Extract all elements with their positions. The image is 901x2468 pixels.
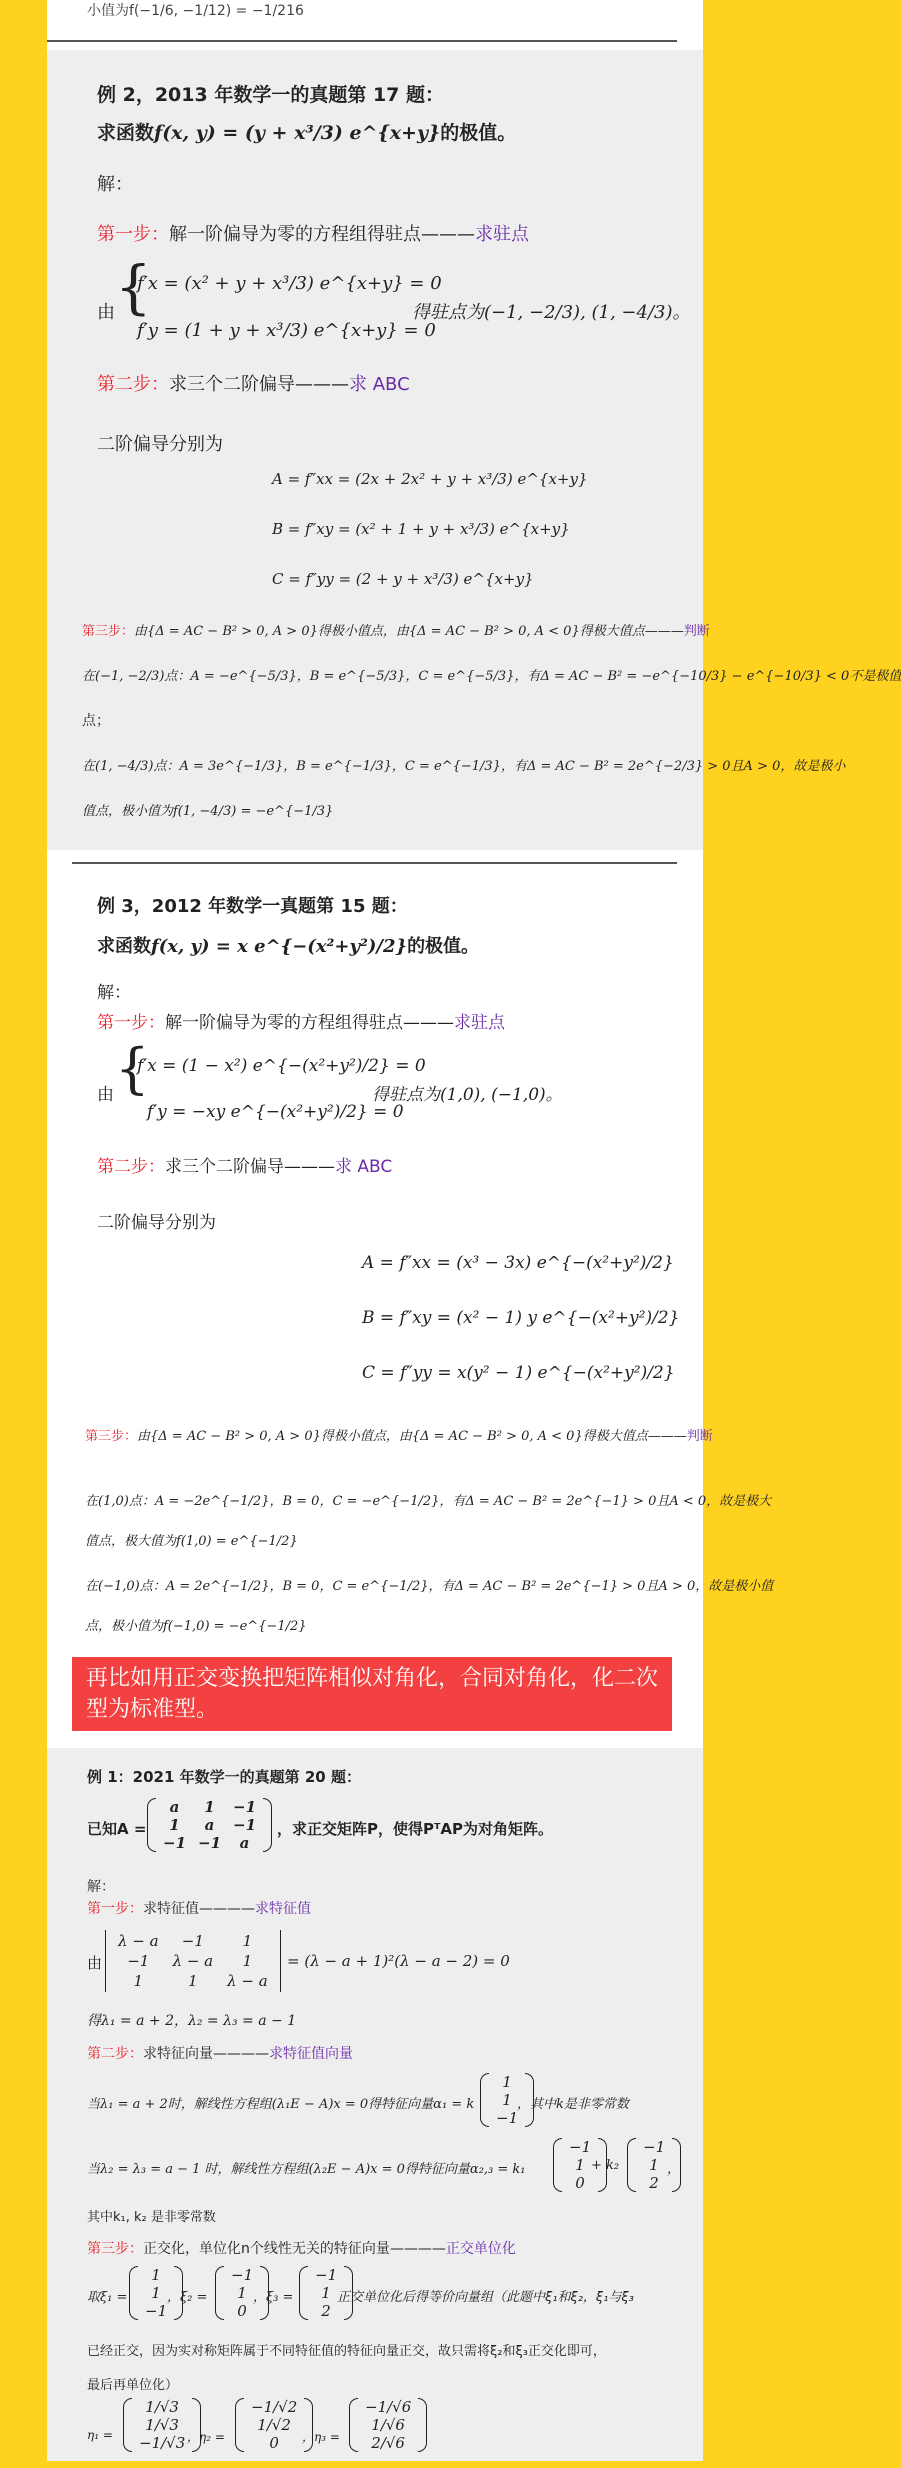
vector-row — [133, 2416, 191, 2434]
vector-cell: 1 — [237, 2284, 247, 2302]
vector-row — [563, 2138, 597, 2156]
step-1-text: 解一阶偏导为零的方程组得驻点——— — [169, 224, 475, 245]
vector-cell: 0 — [237, 2302, 247, 2320]
eigenvalues: 得λ₁ = a + 2，λ₂ = λ₃ = a − 1 — [87, 2013, 297, 2029]
matrix-A-cell: a — [239, 1834, 250, 1852]
vector-cell: −1/√2 — [251, 2398, 298, 2416]
question-prefix: 求函数 — [97, 936, 151, 957]
step-3-tag: 判断 — [683, 624, 710, 639]
step-2 — [97, 1152, 392, 1177]
vector-cell: 2 — [649, 2174, 659, 2192]
article-page — [47, 0, 901, 2461]
step-1 — [97, 1008, 505, 1033]
equation-1: f′x = (1 − x²) e^{−(x²+y²)/2} = 0 — [137, 1056, 426, 1076]
vec2-text: 当λ₂ = λ₃ = a − 1 时，解线性方程组(λ₂E − A)x = 0得特征向量α₂,₃ = k₁ — [87, 2162, 526, 2177]
point-2-line-1: 在(−1,0)点：A = 2e^{−1/2}，B = 0，C = e^{−1/2}，有Δ = AC − B² = 2e^{−1} > 0且A > 0，故是极小值 — [85, 1579, 774, 1594]
highlight-banner: 再比如用正交变换把矩阵相似对角化，合同对角化，化二次型为标准型。 — [72, 1657, 672, 1731]
given-prefix: 已知A = — [87, 1820, 147, 1838]
vector-cell: −1 — [145, 2302, 168, 2320]
step-2 — [87, 2043, 353, 2063]
vector-cell: 1/√3 — [145, 2398, 179, 2416]
vector-cell: −1/√6 — [365, 2398, 412, 2416]
determinant-cell: λ − a — [118, 1932, 159, 1950]
example-2-question — [97, 118, 516, 145]
given-suffix: ，求正交矩阵P，使得PᵀAP为对角矩阵。 — [277, 1820, 554, 1838]
vector-cell: −1/√3 — [139, 2434, 186, 2452]
top-result-line: 小值为f(−1/6, −1/12) = −1/216 — [87, 3, 304, 19]
determinant-row — [112, 1972, 274, 1990]
vector-row — [637, 2174, 671, 2192]
example-1-title: 例 1：2021 年数学一的真题第 20 题： — [87, 1768, 361, 1786]
vector-row — [563, 2174, 597, 2192]
step-2-label: 第二步： — [97, 374, 169, 395]
step-3-tag: 正交单位化 — [445, 2241, 516, 2257]
eta1-prefix: η₁ = — [87, 2428, 113, 2442]
point-1-line-2: 点； — [82, 713, 110, 729]
xi-suffix: 正交单位化后得等价向量组（此题中ξ₁和ξ₂，ξ₁与ξ₃ — [337, 2290, 634, 2305]
point-2-line-1: 在(1, −4/3)点：A = 3e^{−1/3}，B = e^{−1/3}，C = e^{−1/3}，有Δ = AC − B² = 2e^{−2/3} > 0且A > 0，故是极小 — [82, 759, 846, 774]
det-result: = (λ − a + 1)²(λ − a − 2) = 0 — [287, 1952, 510, 1970]
B-formula: B = f″xy = (x² + 1 + y + x³/3) e^{x+y} — [272, 520, 570, 538]
point-1-line-1: 在(−1, −2/3)点：A = −e^{−5/3}，B = e^{−5/3}，C = e^{−5/3}，有Δ = AC − B² = −e^{−10/3} − e^{−10/3} < 0不是极值 — [82, 669, 901, 684]
determinant-cell: λ − a — [227, 1972, 268, 1990]
step-2-label: 第二步： — [87, 2046, 143, 2062]
step-1 — [87, 1898, 311, 1918]
divider — [72, 862, 677, 864]
step-3-text: 由{Δ = AC − B² > 0, A > 0}得极小值点，由{Δ = AC − B² > 0, A < 0}得极大值点——— — [137, 1429, 687, 1444]
example-1-section — [47, 1748, 703, 2461]
second-partials-intro: 二阶偏导分别为 — [97, 434, 223, 455]
step-2 — [97, 370, 410, 396]
step-1-label: 第一步： — [97, 1013, 165, 1033]
matrix-A-cell: 1 — [204, 1798, 215, 1816]
vec2-note: 其中k₁, k₂ 是非零常数 — [87, 2210, 216, 2225]
step-1-label: 第一步： — [87, 1901, 143, 1917]
xi1-prefix: 取ξ₁ = — [87, 2290, 128, 2305]
solution-label: 解： — [97, 983, 131, 1003]
question-function: f(x, y) = (y + x³/3) e^{x+y} — [154, 122, 441, 144]
stationary-points: 得驻点为(−1, −2/3), (1, −4/3)。 — [412, 302, 691, 323]
vector-cell: 1/√6 — [371, 2416, 405, 2434]
paragraph-3: 最后再单位化） — [87, 2378, 179, 2393]
vector-cell: 1/√2 — [257, 2416, 291, 2434]
step-3-tag: 判断 — [686, 1429, 713, 1444]
xi3-prefix: ，ξ₃ = — [253, 2290, 294, 2305]
paragraph-2: 已经正交，因为实对称矩阵属于不同特征值的特征向量正交，故只需将ξ₂和ξ₃正交化即可， — [87, 2344, 606, 2359]
question-prefix: 求函数 — [97, 122, 155, 144]
equation-1: f′x = (x² + y + x³/3) e^{x+y} = 0 — [137, 273, 442, 294]
step-1-text: 解一阶偏导为零的方程组得驻点——— — [165, 1013, 454, 1033]
example-3-section — [47, 870, 774, 1650]
determinant-cell: −1 — [181, 1932, 204, 1950]
matrix-A-row — [157, 1798, 262, 1816]
vector-row — [133, 2398, 191, 2416]
vector-row — [245, 2398, 303, 2416]
step-1-tag: 求特征值 — [255, 1901, 311, 1917]
divider — [47, 40, 677, 42]
matrix-A-cell: 1 — [169, 1816, 180, 1834]
step-2-tag: 求 ABC — [335, 1157, 393, 1177]
vector-row — [245, 2434, 303, 2452]
stationary-points: 得驻点为(1,0), (−1,0)。 — [372, 1085, 563, 1105]
matrix-A-cell: −1 — [163, 1834, 187, 1852]
step-3 — [87, 2238, 516, 2258]
step-2-tag: 求 ABC — [349, 374, 410, 395]
step-3 — [82, 620, 710, 639]
step-2-label: 第二步： — [97, 1157, 165, 1177]
step-1 — [97, 220, 529, 246]
vector-row — [637, 2138, 671, 2156]
vector-row — [490, 2073, 524, 2091]
example-2-section — [47, 50, 901, 850]
step-2-tag: 求特征值向量 — [269, 2046, 353, 2062]
point-2-line-2: 点，极小值为f(−1,0) = −e^{−1/2} — [85, 1619, 307, 1634]
vector-cell: −1 — [315, 2266, 338, 2284]
vector-row — [139, 2266, 173, 2284]
xi2-prefix: ，ξ₂ = — [167, 2290, 208, 2305]
matrix-A-cell: a — [169, 1798, 180, 1816]
vector-row — [309, 2266, 343, 2284]
step-2-text: 求特征向量———— — [143, 2046, 269, 2062]
solution-label: 解： — [87, 1879, 115, 1895]
step-3-label: 第三步： — [82, 624, 135, 639]
C-formula: C = f″yy = x(y² − 1) e^{−(x²+y²)/2} — [362, 1363, 675, 1383]
example-3-title: 例 3，2012 年数学一真题第 15 题： — [97, 896, 408, 917]
vector-cell: 1 — [151, 2284, 161, 2302]
step-3-label: 第三步： — [87, 2241, 143, 2257]
C-formula: C = f″yy = (2 + y + x³/3) e^{x+y} — [272, 570, 534, 588]
determinant-cell: 1 — [133, 1972, 144, 1990]
equation-2: f′y = −xy e^{−(x²+y²)/2} = 0 — [147, 1102, 404, 1122]
vector-row — [359, 2434, 417, 2452]
vector-cell: 2/√6 — [371, 2434, 405, 2452]
vec2-suffix: ， — [667, 2162, 681, 2177]
step-3-text: 由{Δ = AC − B² > 0, A > 0}得极小值点，由{Δ = AC − B² > 0, A < 0}得极大值点——— — [134, 624, 684, 639]
vector-cell: 1/√3 — [145, 2416, 179, 2434]
vector-row — [359, 2398, 417, 2416]
det-prefix: 由 — [87, 1954, 103, 1972]
point-2-line-2: 值点，极小值为f(1, −4/3) = −e^{−1/3} — [82, 804, 334, 819]
point-1-line-1: 在(1,0)点：A = −2e^{−1/2}，B = 0，C = −e^{−1/2}，有Δ = AC − B² = 2e^{−1} > 0且A < 0，故是极大 — [85, 1494, 772, 1509]
brace: { — [115, 1037, 150, 1100]
eta3-prefix: ，η₃ = — [302, 2430, 340, 2444]
step-3-label: 第三步： — [85, 1429, 138, 1444]
determinant-cell: 1 — [242, 1952, 253, 1970]
determinant-row — [112, 1952, 274, 1970]
example-2-title: 例 2，2013 年数学一的真题第 17 题： — [97, 84, 445, 106]
vector-cell: 1 — [502, 2091, 512, 2109]
matrix-A-row — [157, 1834, 262, 1852]
matrix-A-cell: a — [204, 1816, 215, 1834]
vector-cell: 1 — [321, 2284, 331, 2302]
vector-cell: 2 — [321, 2302, 331, 2320]
step-2-text: 求三个二阶偏导——— — [165, 1157, 335, 1177]
question-suffix: 的极值。 — [440, 122, 517, 144]
step-2-text: 求三个二阶偏导——— — [169, 374, 349, 395]
vector-cell: 1 — [649, 2156, 659, 2174]
vector-row — [245, 2416, 303, 2434]
equation-2: f′y = (1 + y + x³/3) e^{x+y} = 0 — [137, 320, 436, 341]
vector-cell: 1 — [502, 2073, 512, 2091]
determinant-cell: λ − a — [172, 1952, 214, 1970]
determinant-cell: −1 — [127, 1952, 150, 1970]
vec1-text: 当λ₁ = a + 2时，解线性方程组(λ₁E − A)x = 0得特征向量α₁ = k — [87, 2097, 475, 2112]
determinant-cell: 1 — [242, 1932, 253, 1950]
vector-cell: −1 — [569, 2138, 592, 2156]
question-function: f(x, y) = x e^{−(x²+y²)/2} — [151, 936, 408, 957]
matrix-A-cell: −1 — [233, 1798, 257, 1816]
eta2-prefix: ，η₂ = — [187, 2430, 225, 2444]
A-formula: A = f″xx = (x³ − 3x) e^{−(x²+y²)/2} — [362, 1253, 674, 1273]
matrix-A-row — [157, 1816, 262, 1834]
vector-cell: −1 — [643, 2138, 666, 2156]
step-1-text: 求特征值———— — [143, 1901, 255, 1917]
point-1-line-2: 值点，极大值为f(1,0) = e^{−1/2} — [85, 1534, 298, 1549]
vector-cell: 0 — [269, 2434, 279, 2452]
vector-row — [637, 2156, 671, 2174]
brace: { — [115, 254, 152, 321]
eta3 — [349, 2398, 427, 2452]
determinant-row — [112, 1932, 274, 1950]
second-partials-intro: 二阶偏导分别为 — [97, 1213, 216, 1233]
example-3-question — [97, 932, 479, 958]
solution-label: 解： — [97, 174, 133, 195]
step-1-tag: 求驻点 — [475, 224, 529, 245]
step-3-text: 正交化，单位化n个线性无关的特征向量———— — [143, 2241, 446, 2257]
vector-cell: 1 — [151, 2266, 161, 2284]
step-1-tag: 求驻点 — [454, 1013, 505, 1033]
vec1-suffix: ，其中k是非零常数 — [517, 2097, 629, 2112]
step-1-label: 第一步： — [97, 224, 169, 245]
vector-cell: −1 — [231, 2266, 254, 2284]
system-prefix: 由 — [97, 1085, 114, 1105]
vector-cell: 1 — [575, 2156, 585, 2174]
system-prefix: 由 — [97, 302, 115, 323]
A-formula: A = f″xx = (2x + 2x² + y + x³/3) e^{x+y} — [272, 470, 588, 488]
matrix-A-cell: −1 — [233, 1816, 257, 1834]
vector-row — [225, 2266, 259, 2284]
step-3 — [85, 1425, 713, 1444]
vector-row — [133, 2434, 191, 2452]
determinant — [105, 1930, 281, 1992]
B-formula: B = f″xy = (x² − 1) y e^{−(x²+y²)/2} — [362, 1308, 680, 1328]
vec2-mid: + k₂ — [591, 2158, 620, 2173]
matrix-A — [147, 1798, 272, 1852]
vector-cell: −1 — [496, 2109, 519, 2127]
determinant-cell: 1 — [188, 1972, 198, 1990]
matrix-A-cell: −1 — [198, 1834, 222, 1852]
vector-cell: 0 — [575, 2174, 585, 2192]
vector-row — [359, 2416, 417, 2434]
question-suffix: 的极值。 — [407, 936, 480, 957]
